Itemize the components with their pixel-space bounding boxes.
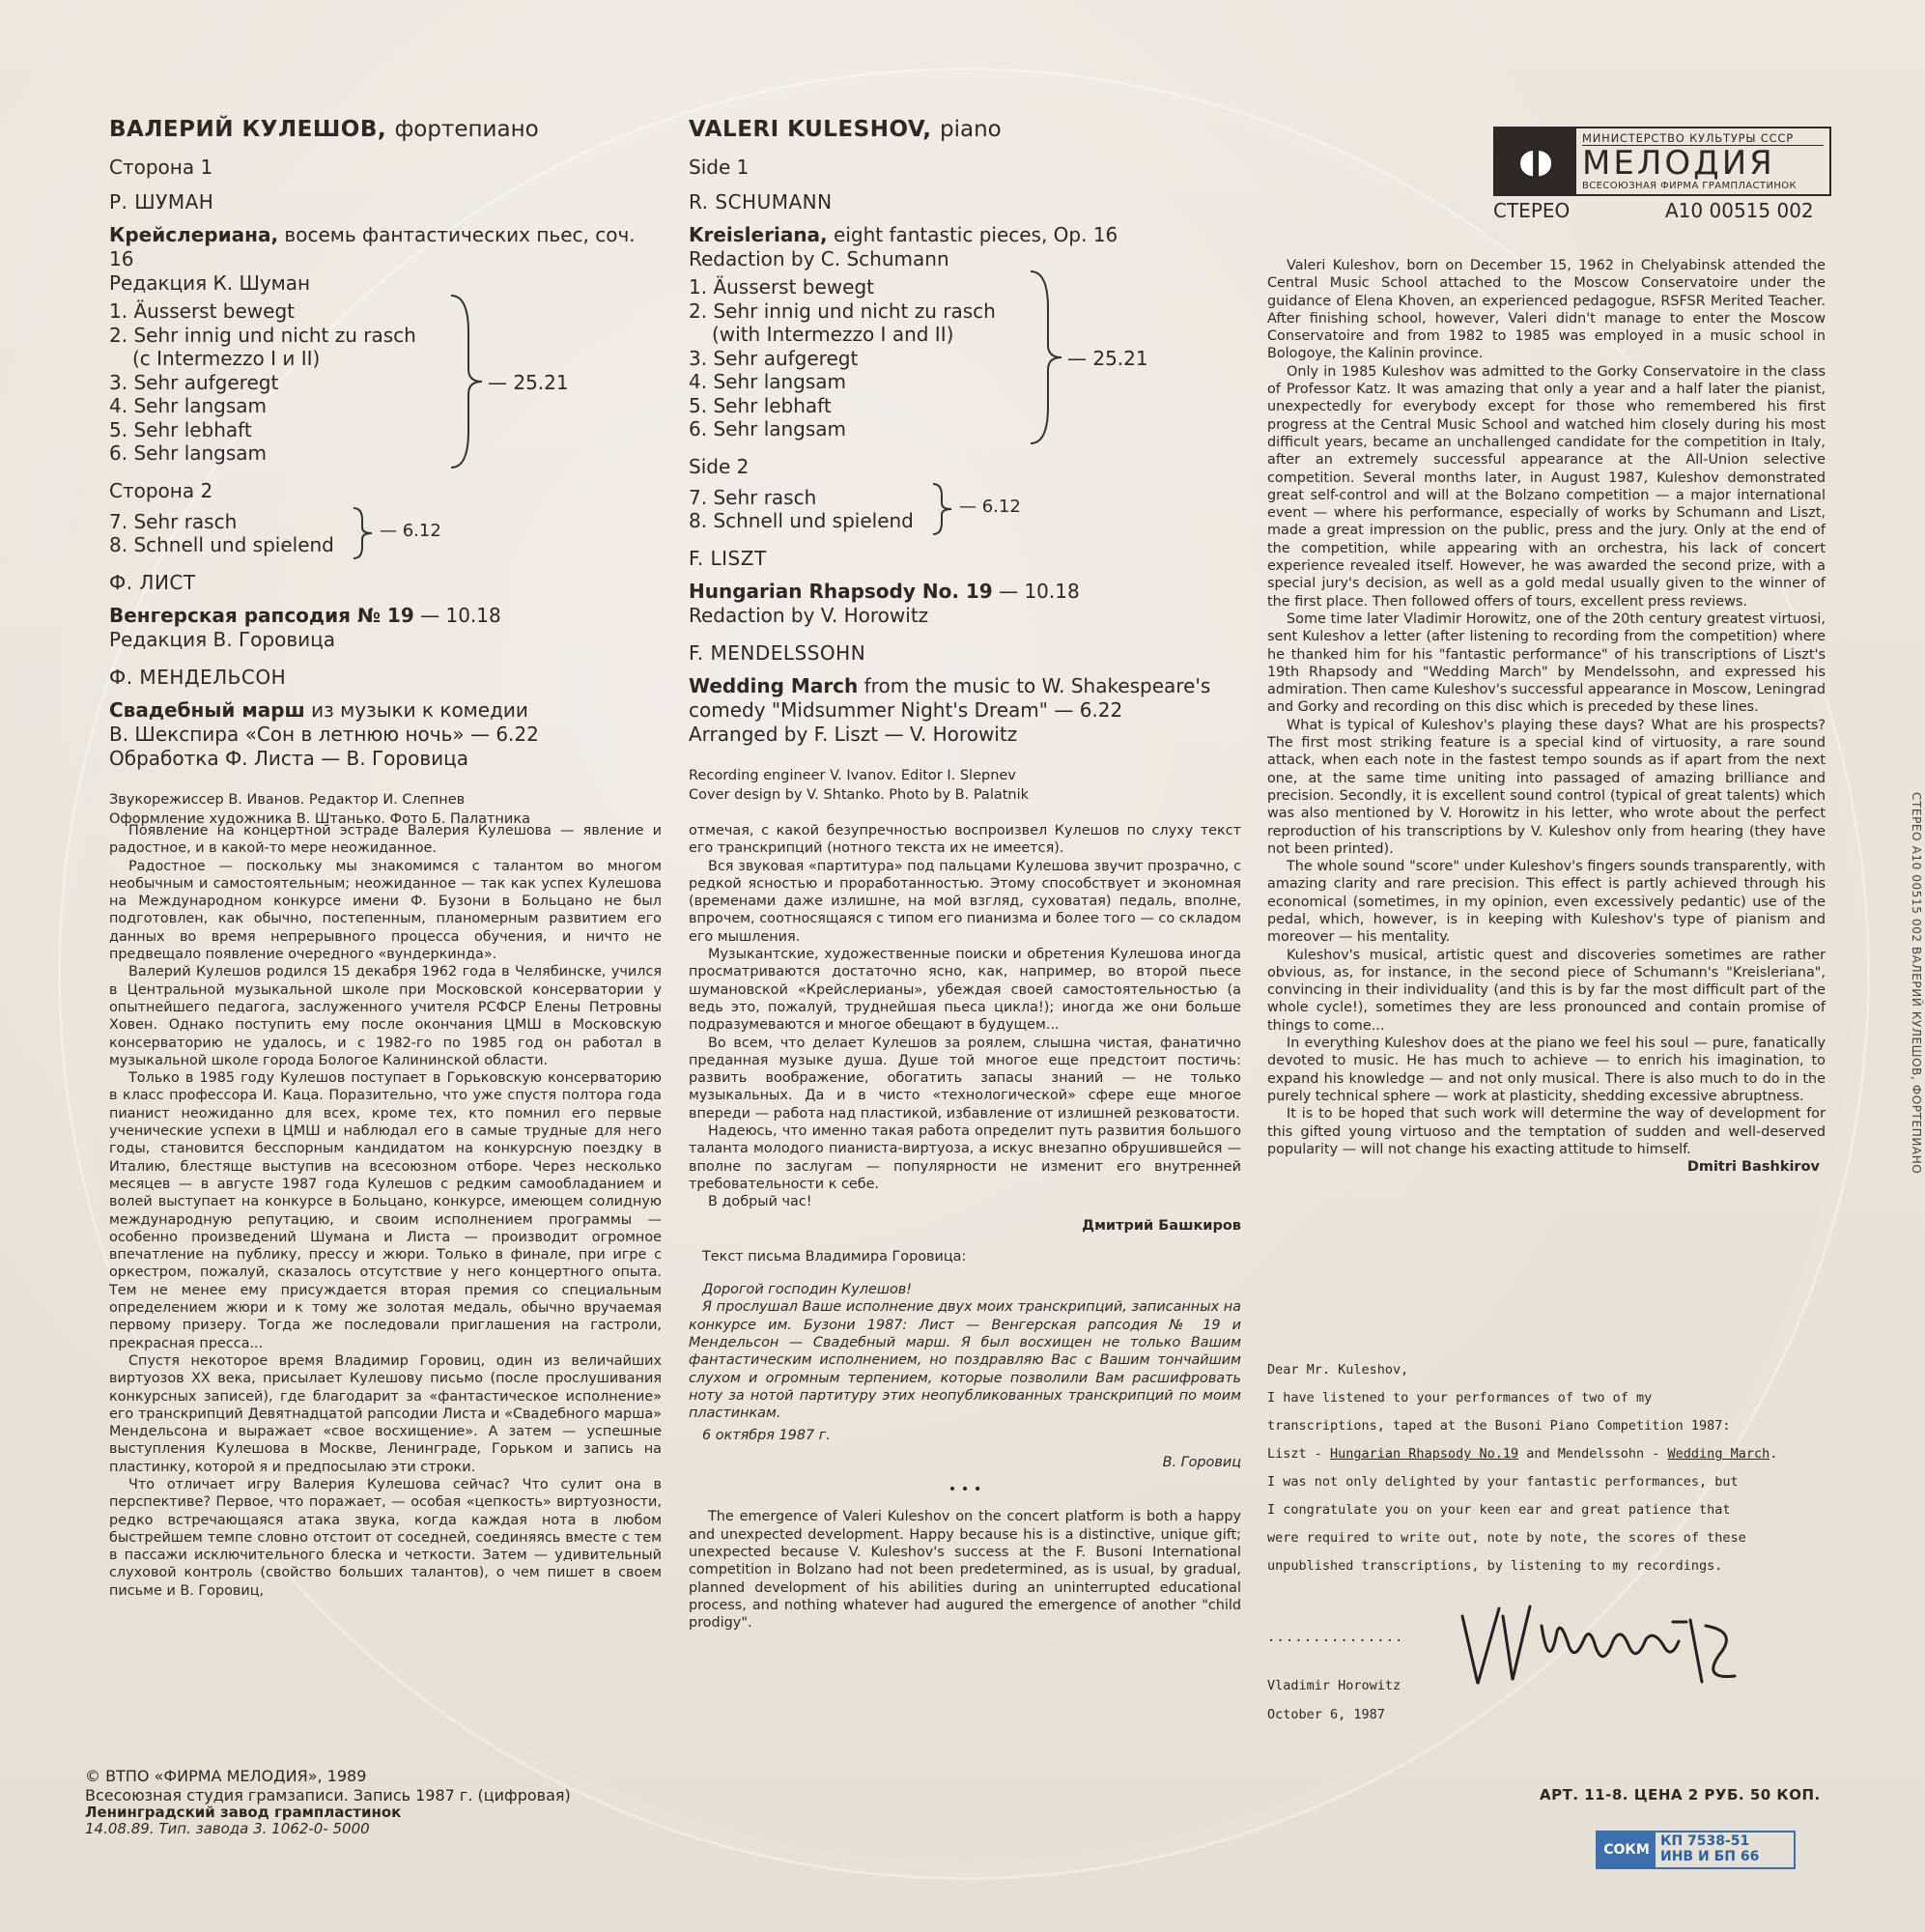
track-6-en: 6. Sehr langsam xyxy=(689,417,847,440)
letter-body-ru: Я прослушал Ваше исполнение двух моих транскрипций, записанных на конкурсе им. Бузони 1987: Лист — Венгерская рапсодия № 19 и Мендельсон — Свадебный марш. Я был восхищен не только Вашим фантастическим исполнением, но поздравляю Вас с Вашим тончайшим слухом и огромным терпением, которые позволили Вам расшифровать ноту за нотой партитуру этих неопубликованных транскрипций по моим пластинкам. xyxy=(689,1299,1241,1422)
stereo-label: СТЕРЕО xyxy=(1493,199,1571,222)
logo-name: МЕЛОДИЯ xyxy=(1582,144,1775,183)
work-kreisleriana-en: Kreisleriana, xyxy=(689,223,828,246)
letter-line: transcriptions, taped at the Busoni Piano Competition 1987: xyxy=(1267,1418,1731,1434)
work-march-ru: Свадебный марш xyxy=(109,697,305,722)
letter-link-rhapsody: Hungarian Rhapsody No.19 xyxy=(1330,1446,1519,1462)
letter-line: I congratulate you on your keen ear and great patience that xyxy=(1267,1502,1731,1518)
composer-mendelssohn-ru: Ф. МЕНДЕЛЬСОН xyxy=(109,665,287,689)
composer-mendelssohn-en: F. MENDELSSOHN xyxy=(689,640,866,665)
essay-ru-col2 xyxy=(689,822,1241,1632)
paragraph: В добрый час! xyxy=(708,1194,812,1210)
time-side1-en: — 25.21 xyxy=(1067,347,1148,370)
tracklist-ru xyxy=(109,117,650,829)
logo-ministry: МИНИСТЕРСТВО КУЛЬТУРЫ СССР xyxy=(1582,131,1824,146)
paragraph: Only in 1985 Kuleshov was admitted to the Gorky Conservatoire in the class of Professor Katz. It was amazing that only a year and a half later the pianist, unexpectedly for everybody except for those who remembered his first progress at the Central Music School and watched him closely during his most difficult years, became an unchallenged candidate for the competition in Italy, after an extremely successful appearance at the All-Union selective competition. Several months later, in August 1987, Kuleshov demonstrated great self-control and will at the Bolzano competition — a major international event — where his performance, especially of works by Schumann and Liszt, made a great impression on the public, press and the jury. Only at the end of the competition, while appearing with an orchestra, his lack of concert experience revealed itself. However, he was awarded the second prize, with a special jury's decision, as well as a gold medal usually given to the winner of the first place. Then followed offers of tours, excellent press reviews. xyxy=(1267,363,1826,610)
work-kreisleriana-sub-ru: восемь фантастических пьес, соч. 16 xyxy=(109,223,636,270)
composer-liszt-en: F. LISZT xyxy=(689,546,767,570)
track-8-en: 8. Schnell und spielend xyxy=(689,509,914,532)
paragraph: Что отличает игру Валерия Кулешова сейчас? Что сулит она в перспективе? Первое, что поражает, — особая «цепкость» виртуозности, редко встречающаяся атака звука, когда каждая нота в любом быстрейшем темпе словно отстоит от соседней, соединяясь вместе с тем в пассажи исключительного блеска и четкости. Затем — удивительный слуховой контроль (свойство больших талантов), о чем пишет в своем письме и В. Горовиц, xyxy=(109,1476,662,1599)
paragraph: Появление на концертной эстраде Валерия Кулешова — явление и радостное, и в какой-то мере неожиданное. xyxy=(109,823,662,857)
paragraph: Valeri Kuleshov, born on December 15, 1962 in Chelyabinsk attended the Central Music School attached to the Moscow Conservatoire under the guidance of Elena Khoven, an experienced pedagogue, RSFSR Merited Teacher. After finishing school, however, Valeri didn't manage to enter the Moscow Conservatoire and from 1982 to 1985 was employed in a music school in Bologoye, the Kalinin province. xyxy=(1267,258,1826,362)
side1-en: Side 1 xyxy=(689,156,750,179)
brace-icon xyxy=(1027,270,1065,445)
brace-icon xyxy=(351,506,376,560)
signature-bashkirov-ru: Дмитрий Башкиров xyxy=(1082,1217,1241,1234)
instrument-en: piano xyxy=(939,117,1002,142)
side2-en: Side 2 xyxy=(689,454,750,478)
time-side2-en: — 6.12 xyxy=(959,496,1021,517)
footer-plant: Ленинградский завод грампластинок xyxy=(85,1804,402,1821)
essay-en-col3 xyxy=(1267,257,1826,1176)
paragraph: Kuleshov's musical, artistic quest and discoveries sometimes are rather obvious, as, for instance, in the second piece of Schumann's "Kreisleriana", convincing in their individuality (and this is by far the most difficult part of the whole cycle!), sometimes they are less pronounced and contain promise of things to come... xyxy=(1267,947,1826,1034)
paragraph: Спустя некоторое время Владимир Горовиц, один из величайших виртуозов XX века, присылает Кулешову письмо (после прослушивания конкурсных записей), где благодарит за «фантастическое исполнение» его транскрипций Девятнадцатой рапсодии Листа и «Свадебного марша» Мендельсона и выражает «свое восхищение». А затем — успешные выступления Кулешова в Москве, Ленинграде, Горьком и запись на пластинку, которой я и предпосылаю эти строки. xyxy=(109,1352,662,1475)
work-kreisleriana-sub-en: eight fantastic pieces, Op. 16 xyxy=(834,223,1118,246)
paragraph: отмечая, с какой безупречностью воспроизвел Кулешов по слуху текст его транскрипций (нотного текста их не имеется). xyxy=(689,823,1241,857)
track-7-en: 7. Sehr rasch xyxy=(689,485,817,509)
paragraph: Валерий Кулешов родился 15 декабря 1962 года в Челябинске, учился в Центральной музыкальной школе при Московской консерватории у опытнейшего педагога, заслуженного учителя РСФСР Елены Петровны Ховен. Однако поступить ему после окончания ЦМШ в Московскую консерваторию не удалось, и с 1982-го по 1985 год он работал в музыкальной школе города Бологое Калининской области. xyxy=(109,964,662,1068)
credits1-ru: Звукорежиссер В. Иванов. Редактор И. Слепнев xyxy=(109,791,466,808)
price-label: АРТ. 11-8. ЦЕНА 2 РУБ. 50 КОП. xyxy=(1540,1786,1821,1804)
work-rhapsody-time-ru: — 10.18 xyxy=(420,603,501,627)
composer-schumann-ru: Р. ШУМАН xyxy=(109,190,214,213)
track-5-ru: 5. Sehr lebhaft xyxy=(109,417,252,441)
side2-ru: Сторона 2 xyxy=(109,478,213,502)
section-separator: • • • xyxy=(948,1482,982,1498)
logo-firm: ВСЕСОЮЗНАЯ ФИРМА ГРАМПЛАСТИНОК xyxy=(1582,181,1798,191)
track-5-en: 5. Sehr lebhaft xyxy=(689,393,832,417)
paragraph: It is to be hoped that such work will determine the way of development for this gifted young virtuoso and the temptation of sudden and well-deserved popularity — will not change his exacting attitude to himself. xyxy=(1267,1106,1826,1157)
melodiya-emblem-icon: ◖◗ xyxy=(1495,128,1576,194)
signature-bashkirov-en: Dmitri Bashkirov xyxy=(1686,1159,1820,1176)
track-2-note-ru: (с Intermezzo I и II) xyxy=(132,347,321,370)
work-march-l1-ru: из музыки к комедии xyxy=(311,697,528,722)
track-1-ru: 1. Äusserst bewegt xyxy=(109,299,295,323)
instrument-ru: фортепиано xyxy=(394,117,539,142)
paragraph: Some time later Vladimir Horowitz, one of the 20th century greatest virtuosi, sent Kuleshov a letter (after listening to recording from the competition) where he thanked him for his "fantastic performance" of his transcriptions of Liszt's 19th Rhapsody and "Wedding March" by Mendelssohn, and expressed his admiration. Then came Kuleshov's successful appearance in Moscow, Leningrad and Gorky and recording on this disc which is preceded by these lines. xyxy=(1267,611,1826,716)
brace-icon xyxy=(930,482,955,536)
library-stamp xyxy=(1596,1831,1796,1869)
letter-line: were required to write out, note by note, the scores of these xyxy=(1267,1530,1746,1546)
credits2-en: Cover design by V. Shtanko. Photo by B. Palatnik xyxy=(689,786,1030,803)
track-3-en: 3. Sehr aufgeregt xyxy=(689,346,859,370)
side1-ru: Сторона 1 xyxy=(109,156,213,179)
work-kreisleriana-redaction-ru: Редакция К. Шуман xyxy=(109,271,311,295)
work-kreisleriana-redaction-en: Redaction by C. Schumann xyxy=(689,247,949,270)
paragraph: What is typical of Kuleshov's playing these days? What are his prospects? The first most striking feature is a special kind of virtuosity, a rare sound attack, when each note in the fastest tempo sounds as if apart from the next one, at the same time uniting into passaged of amazing brilliance and precision. Secondly, it is excellent sound control (typical of great talents) which was also mentioned by V. Horowitz in his letter, who wrote about the perfect reproduction of his transcriptions by V. Kuleshov only from hearing (they have not been printed). xyxy=(1267,717,1826,857)
letter-intro-ru: Текст письма Владимира Горовица: xyxy=(702,1248,967,1264)
letter-sign-ru: В. Горовиц xyxy=(1162,1454,1241,1470)
paragraph: Во всем, что делает Кулешов за роялем, слышна чистая, фанатично преданная музыке душа. Душе той многое еще предстоит постичь: развить воображение, обогатить запасы знаний — не только музыкальных. Да и в чисто «технологической» сфере еще многое впереди — работа над пластикой, избавление от излишней резковатости. xyxy=(689,1035,1241,1122)
paragraph: Музыкантские, художественные поиски и обретения Кулешова иногда просматриваются достаточно ясно, как, например, во второй пьесе шумановской «Крейслерианы», убеждая своей самостоятельностью (а ведь это, пожалуй, труднейшая пьеса цикла!); иногда же они больше подразумеваются и многое обещают в будущем... xyxy=(689,947,1241,1034)
credits2-ru: Оформление художника В. Штанько. Фото Б. Палатника xyxy=(109,810,530,827)
work-march-l2-en: comedy "Midsummer Night's Dream" — 6.22 xyxy=(689,697,1123,722)
composer-liszt-ru: Ф. ЛИСТ xyxy=(109,570,196,594)
work-march-l2-ru: В. Шекспира «Сон в летнюю ночь» — 6.22 xyxy=(109,722,539,746)
paragraph: The whole sound "score" under Kuleshov's fingers sounds transparently, with amazing clarity and rare precision. This effect is partly achieved through his economical (sometimes, in my opinion, even excessively pedantic) use of the pedal, which, however, is in keeping with Kuleshov's type of pianism and moreover — his mentality. xyxy=(1267,859,1826,946)
time-side1-ru: — 25.21 xyxy=(488,371,569,394)
paragraph: Радостное — поскольку мы знакомимся с талантом во многом необычным и самостоятельным; неожиданное — так как успех Кулешова на Международном конкурсе имени Ф. Бузони в Больцано не был подготовлен, как обычно, постепенным, планомерным развитием его данных во время непрерывного процесса обучения, и ничто не предвещало появление очередного «вундеркинда». xyxy=(109,858,662,963)
letter-line: I was not only delighted by your fantastic performances, but xyxy=(1267,1474,1739,1490)
letter-date-ru: 6 октября 1987 г. xyxy=(702,1427,831,1443)
letter-line: Liszt - xyxy=(1267,1446,1331,1462)
work-march-l1-en: from the music to W. Shakespeare's xyxy=(863,673,1211,697)
track-3-ru: 3. Sehr aufgeregt xyxy=(109,370,279,394)
track-4-ru: 4. Sehr langsam xyxy=(109,394,268,417)
track-2-en: 2. Sehr innig und nicht zu rasch xyxy=(689,298,996,323)
work-rhapsody-ru: Венгерская рапсодия № 19 xyxy=(109,603,414,627)
work-rhapsody-en: Hungarian Rhapsody No. 19 xyxy=(689,579,993,603)
letter-line: I have listened to your performances of two of my xyxy=(1267,1390,1653,1406)
track-2-note-en: (with Intermezzo I and II) xyxy=(712,323,954,346)
spine-text: СТЕРЕО А10 00515 002 ВАЛЕРИЙ КУЛЕШОВ, ФОРТЕПИАНО xyxy=(1910,792,1923,1175)
credits1-en: Recording engineer V. Ivanov. Editor I. Slepnev xyxy=(689,767,1016,783)
composer-schumann-en: R. SCHUMANN xyxy=(689,190,833,213)
stamp-code: СОКМ xyxy=(1598,1833,1656,1867)
track-1-en: 1. Äusserst bewegt xyxy=(689,275,874,298)
work-march-en: Wedding March xyxy=(689,673,859,697)
track-2-ru: 2. Sehr innig und nicht zu rasch xyxy=(109,323,416,347)
performer-en: VALERI KULESHOV, xyxy=(689,117,932,142)
performer-ru: ВАЛЕРИЙ КУЛЕШОВ, xyxy=(109,117,387,142)
tracklist-en xyxy=(689,117,1288,805)
footer-studio: Всесоюзная студия грамзаписи. Запись 1987 г. (цифровая) xyxy=(85,1786,571,1804)
letter-line: . xyxy=(1769,1446,1778,1462)
track-8-ru: 8. Schnell und spielend xyxy=(109,533,334,556)
letter-line: and Mendelssohn - xyxy=(1518,1446,1668,1462)
horowitz-signature-icon xyxy=(1449,1587,1768,1693)
paragraph: In everything Kuleshov does at the piano we feel his soul — pure, fanatically devoted to music. He has much to achieve — to enrich his imagination, to expand his knowledge — and not only musical. There is also much to do in the purely technical sphere — work at plasticity, shedding excessive abruptness. xyxy=(1267,1036,1826,1104)
letter-line: unpublished transcriptions, by listening to my recordings. xyxy=(1267,1558,1723,1574)
catalog-number: А10 00515 002 xyxy=(1665,199,1814,222)
work-march-l3-en: Arranged by F. Liszt — V. Horowitz xyxy=(689,722,1018,746)
track-6-ru: 6. Sehr langsam xyxy=(109,441,268,465)
work-kreisleriana-ru: Крейслериана, xyxy=(109,223,279,246)
melodiya-logo xyxy=(1493,127,1831,196)
work-rhapsody-redaction-ru: Редакция В. Горовица xyxy=(109,627,335,651)
letter-en xyxy=(1267,1356,1847,1580)
letter-name-en: Vladimir Horowitz xyxy=(1267,1678,1401,1693)
paragraph: Вся звуковая «партитура» под пальцами Кулешова звучит прозрачно, с редкой ясностью и проработанностью. Этому способствует и экономная (временами даже излишне, на мой взгляд, суховатая) педаль, вполне, впрочем, соотносящаяся с типом его пианизма и более того — со складом его мышления. xyxy=(689,858,1241,945)
letter-salutation-ru: Дорогой господин Кулешов! xyxy=(702,1282,913,1298)
letter-dots: ............... xyxy=(1267,1630,1404,1645)
brace-icon xyxy=(447,294,486,469)
footer-print: 14.08.89. Тип. завода 3. 1062-0- 5000 xyxy=(85,1820,370,1837)
letter-salutation-en: Dear Mr. Kuleshov, xyxy=(1267,1362,1409,1378)
paragraph: Только в 1985 году Кулешов поступает в Горьковскую консерваторию в класс профессора И. Каца. Поразительно, что уже спустя полтора года пианист неожиданно для всех, кроме тех, кто помнил его первые ученические успехи в ЦМШ и наблюдал его в самые трудные для него годы, становится бесспорным кандидатом на конкурсную поездку в Италию, блестяще выступив на всесоюзном отборе. Через несколько месяцев — в августе 1987 года Кулешов с редким самообладанием и волей выступает на конкурсе в Больцано, конкурсе, имеющем солидную международную репутацию, и своим исполнением программы — особенно произведений Шумана и Листа — производит огромное впечатление на публику, прессу и жюри. Только в финале, при игре с оркестром, пожалуй, сказалось отсутствие у него концертного опыта. Тем не менее ему присуждается вторая премия со специальным определением жюри и к тому же золотая медаль, обычно вручаемая первому призеру. Тогда же последовали приглашения на гастроли, прекрасная пресса... xyxy=(109,1070,662,1351)
work-march-l3-ru: Обработка Ф. Листа — В. Горовица xyxy=(109,746,468,770)
paragraph: Надеюсь, что именно такая работа определит путь развития большого таланта молодого пианиста-виртуоза, а искус внезапно обрушившейся — вполне по заслугам — популярности не изменит его внутренней требовательности к себе. xyxy=(689,1123,1241,1192)
track-7-ru: 7. Sehr rasch xyxy=(109,509,238,533)
work-rhapsody-time-en: — 10.18 xyxy=(999,579,1080,603)
letter-link-march: Wedding March xyxy=(1667,1446,1770,1462)
work-rhapsody-redaction-en: Redaction by V. Horowitz xyxy=(689,603,929,627)
time-side2-ru: — 6.12 xyxy=(380,520,441,541)
paragraph: The emergence of Valeri Kuleshov on the concert platform is both a happy and unexpected development. Happy because his is a distinctive, unique gift; unexpected because V. Kuleshov's success at the F. Busoni International competition in Bolzano had not been predetermined, as is usual, by gradual, planned development of his abilities during an uninterrupted educational process, and nothing whatever had augured the emergence of another "child prodigy". xyxy=(689,1509,1241,1632)
stamp-inv: ИНВ И БП 66 xyxy=(1660,1849,1760,1864)
essay-ru-col1 xyxy=(109,822,662,1600)
footer-copyright: © ВТПО «ФИРМА МЕЛОДИЯ», 1989 xyxy=(85,1767,367,1785)
stamp-kp: КП 7538-51 xyxy=(1660,1833,1750,1849)
track-4-en: 4. Sehr langsam xyxy=(689,370,847,393)
letter-date-en: October 6, 1987 xyxy=(1267,1707,1385,1722)
